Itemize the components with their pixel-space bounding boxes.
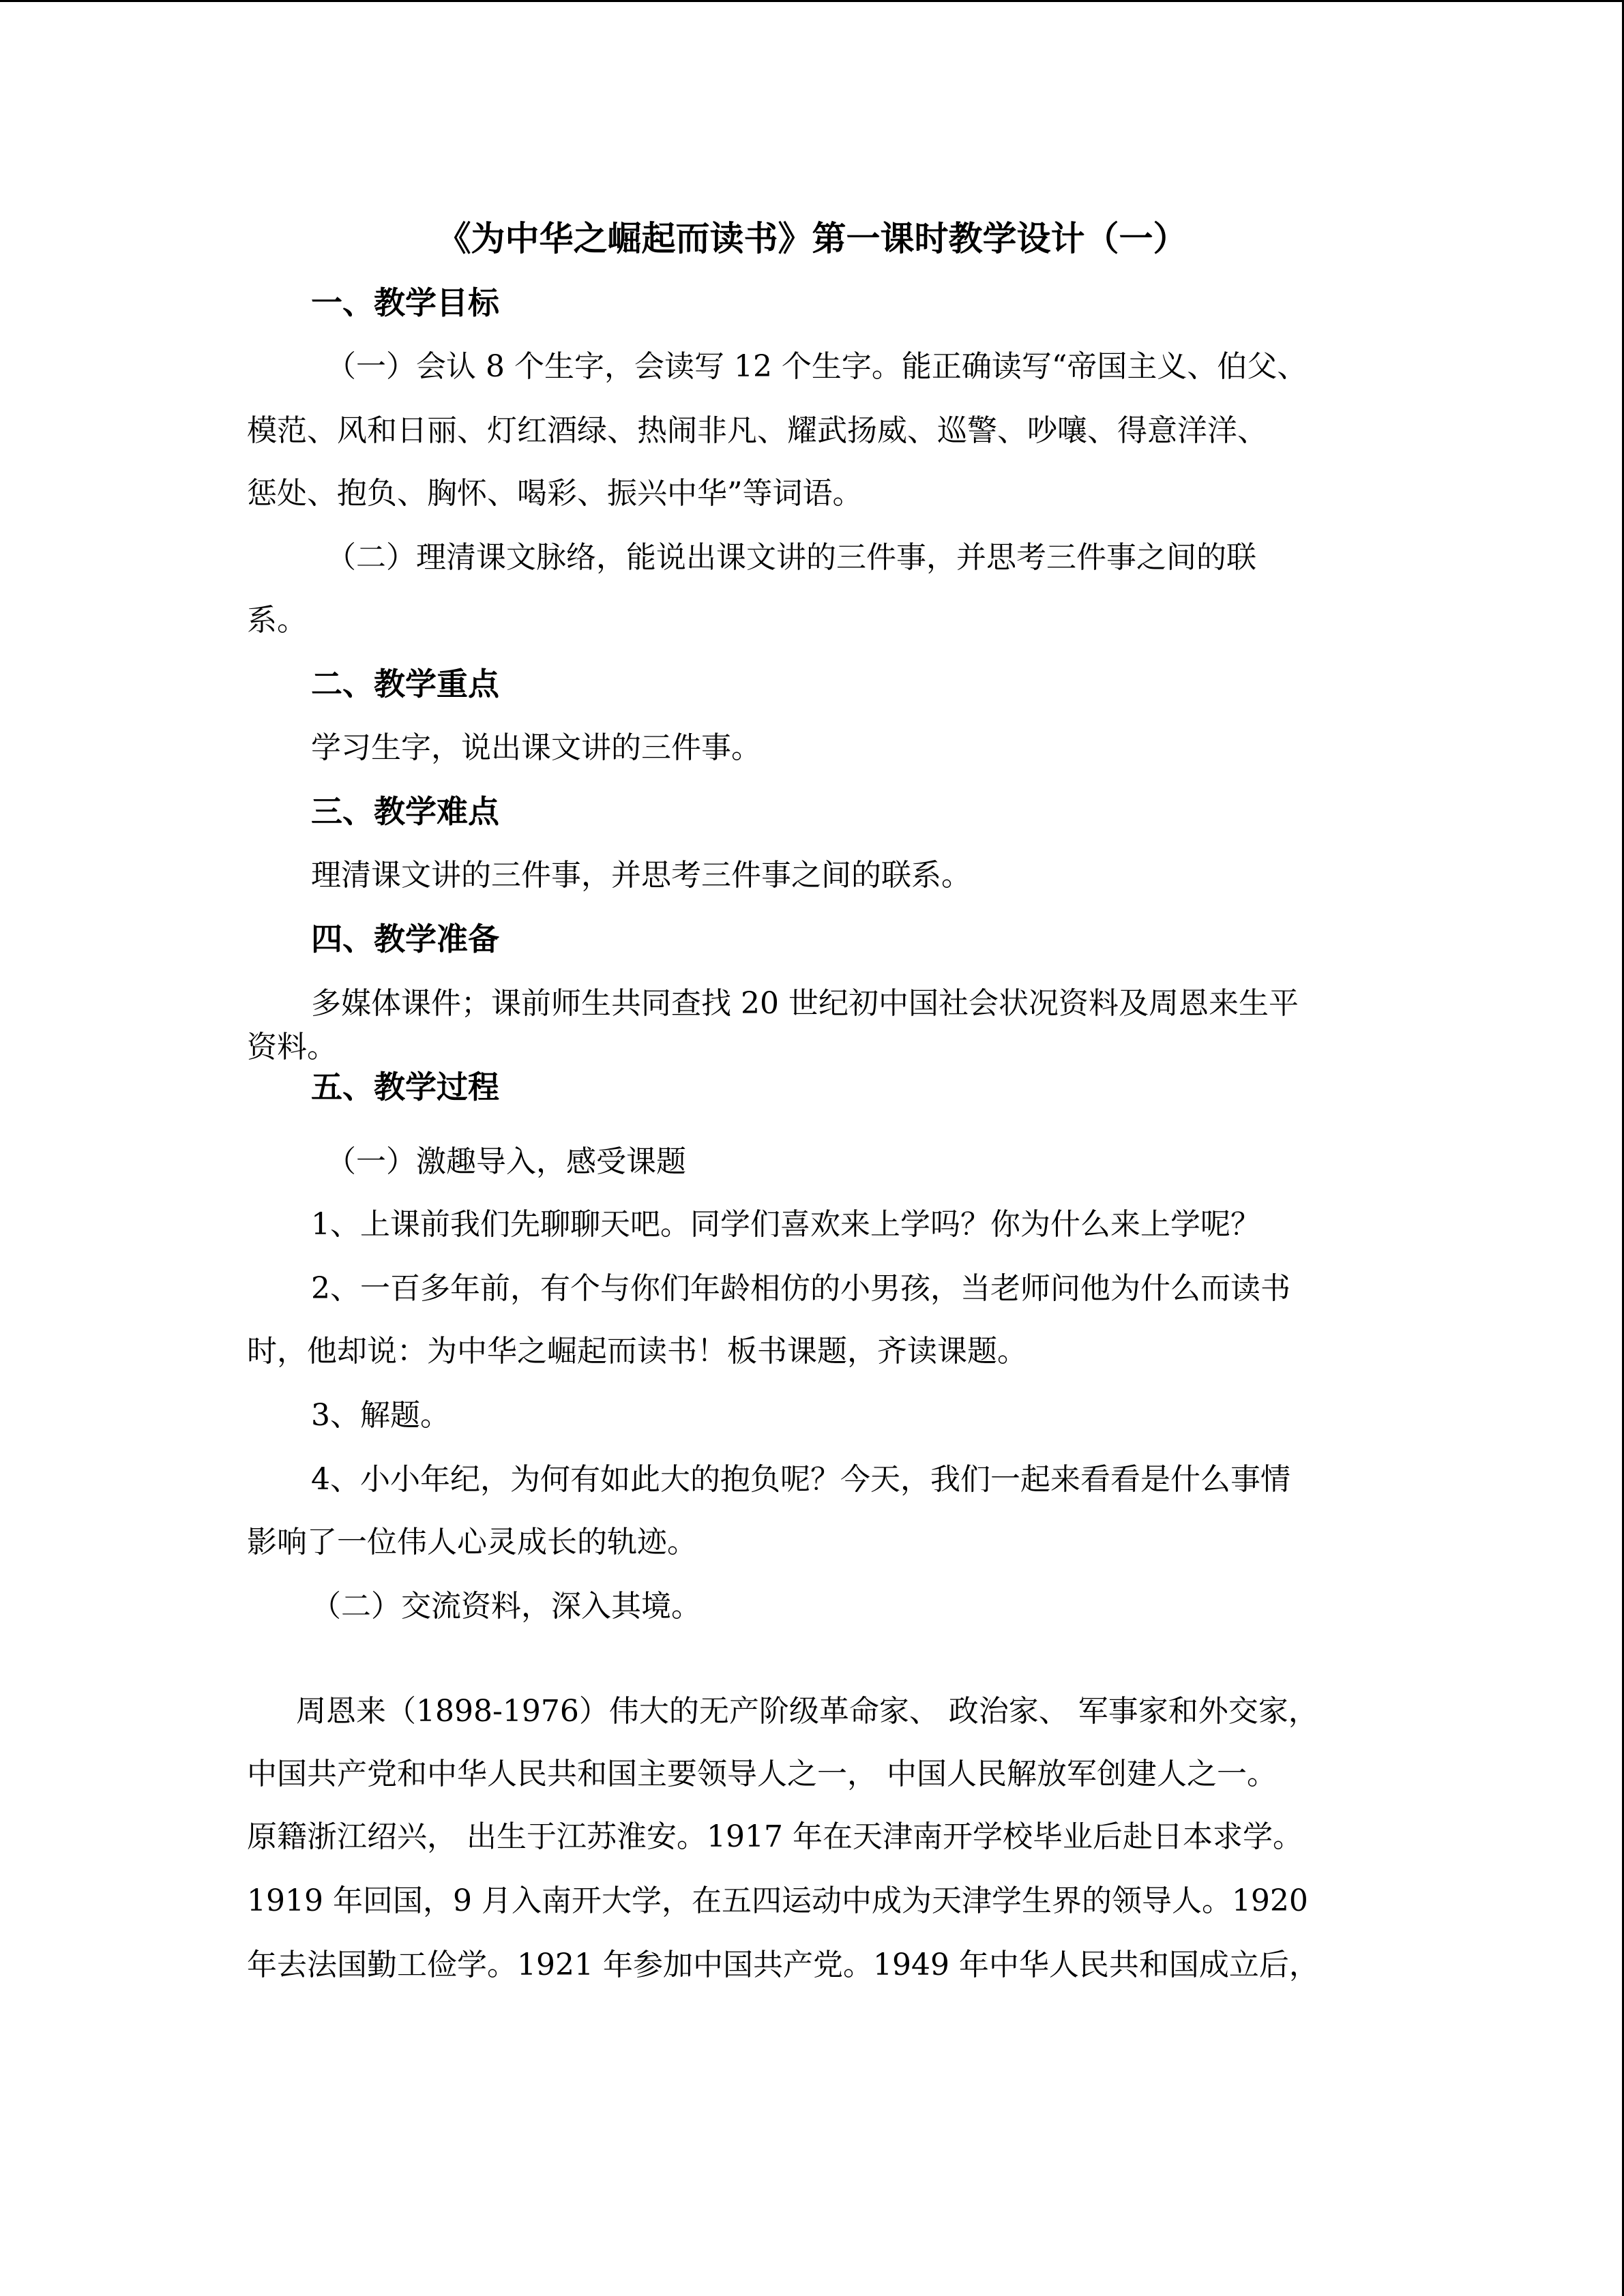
process-para-4-line-2: 影响了一位伟人心灵成长的轨迹。 xyxy=(247,1525,697,1560)
process-para-1: 1、上课前我们先聊聊天吧。同学们喜欢来上学吗？你为什么来上学呢？ xyxy=(311,1207,1260,1242)
goal-1-line-2: 模范、风和日丽、灯红酒绿、热闹非凡、耀武扬威、巡警、吵嚷、得意洋洋、 xyxy=(247,413,1267,448)
goal-1-line-1: （一）会认 8 个生字，会读写 12 个生字。能正确读写“帝国主义、伯父、 xyxy=(326,349,1308,384)
difficulties-text: 理清课文讲的三件事，并思考三件事之间的联系。 xyxy=(311,858,971,893)
document-title: 《为中华之崛起而读书》第一课时教学设计（一） xyxy=(437,218,1187,258)
goal-2-line-2: 系。 xyxy=(247,603,307,638)
heading-preparation: 四、教学准备 xyxy=(311,921,499,957)
preparation-line-2: 资料。 xyxy=(247,1030,337,1064)
process-para-2-line-2: 时，他却说：为中华之崛起而读书！板书课题，齐读课题。 xyxy=(247,1334,1027,1369)
process-sub-1: （一）激趣导入，感受课题 xyxy=(326,1144,686,1179)
bio-line-2: 中国共产党和中华人民共和国主要领导人之一， 中国人民解放军创建人之一。 xyxy=(247,1757,1277,1791)
bio-line-1: 周恩来（1898-1976）伟大的无产阶级革命家、 政治家、 军事家和外交家， xyxy=(296,1694,1318,1729)
heading-teaching-goals: 一、教学目标 xyxy=(311,284,499,321)
goal-2-line-1: （二）理清课文脉络，能说出课文讲的三件事，并思考三件事之间的联 xyxy=(326,540,1256,575)
heading-key-points: 二、教学重点 xyxy=(311,666,499,702)
process-para-3: 3、解题。 xyxy=(311,1398,450,1433)
heading-difficulties: 三、教学难点 xyxy=(311,793,499,830)
process-para-4-line-1: 4、小小年纪，为何有如此大的抱负呢？今天，我们一起来看看是什么事情 xyxy=(311,1462,1290,1497)
preparation-line-1: 多媒体课件；课前师生共同查找 20 世纪初中国社会状况资料及周恩来生平 xyxy=(311,986,1299,1021)
process-sub-2: （二）交流资料，深入其境。 xyxy=(311,1589,701,1624)
heading-teaching-process: 五、教学过程 xyxy=(311,1069,499,1105)
process-para-2-line-1: 2、一百多年前，有个与你们年龄相仿的小男孩，当老师问他为什么而读书 xyxy=(311,1271,1290,1306)
bio-line-3: 原籍浙江绍兴， 出生于江苏淮安。1917 年在天津南开学校毕业后赴日本求学。 xyxy=(247,1819,1303,1854)
bio-line-4: 1919 年回国，9 月入南开大学，在五四运动中成为天津学生界的领导人。1920 xyxy=(247,1883,1308,1918)
key-points-text: 学习生字，说出课文讲的三件事。 xyxy=(311,730,761,765)
goal-1-line-3: 惩处、抱负、胸怀、喝彩、振兴中华”等词语。 xyxy=(247,476,863,511)
bio-line-5: 年去法国勤工俭学。1921 年参加中国共产党。1949 年中华人民共和国成立后， xyxy=(247,1948,1319,1982)
